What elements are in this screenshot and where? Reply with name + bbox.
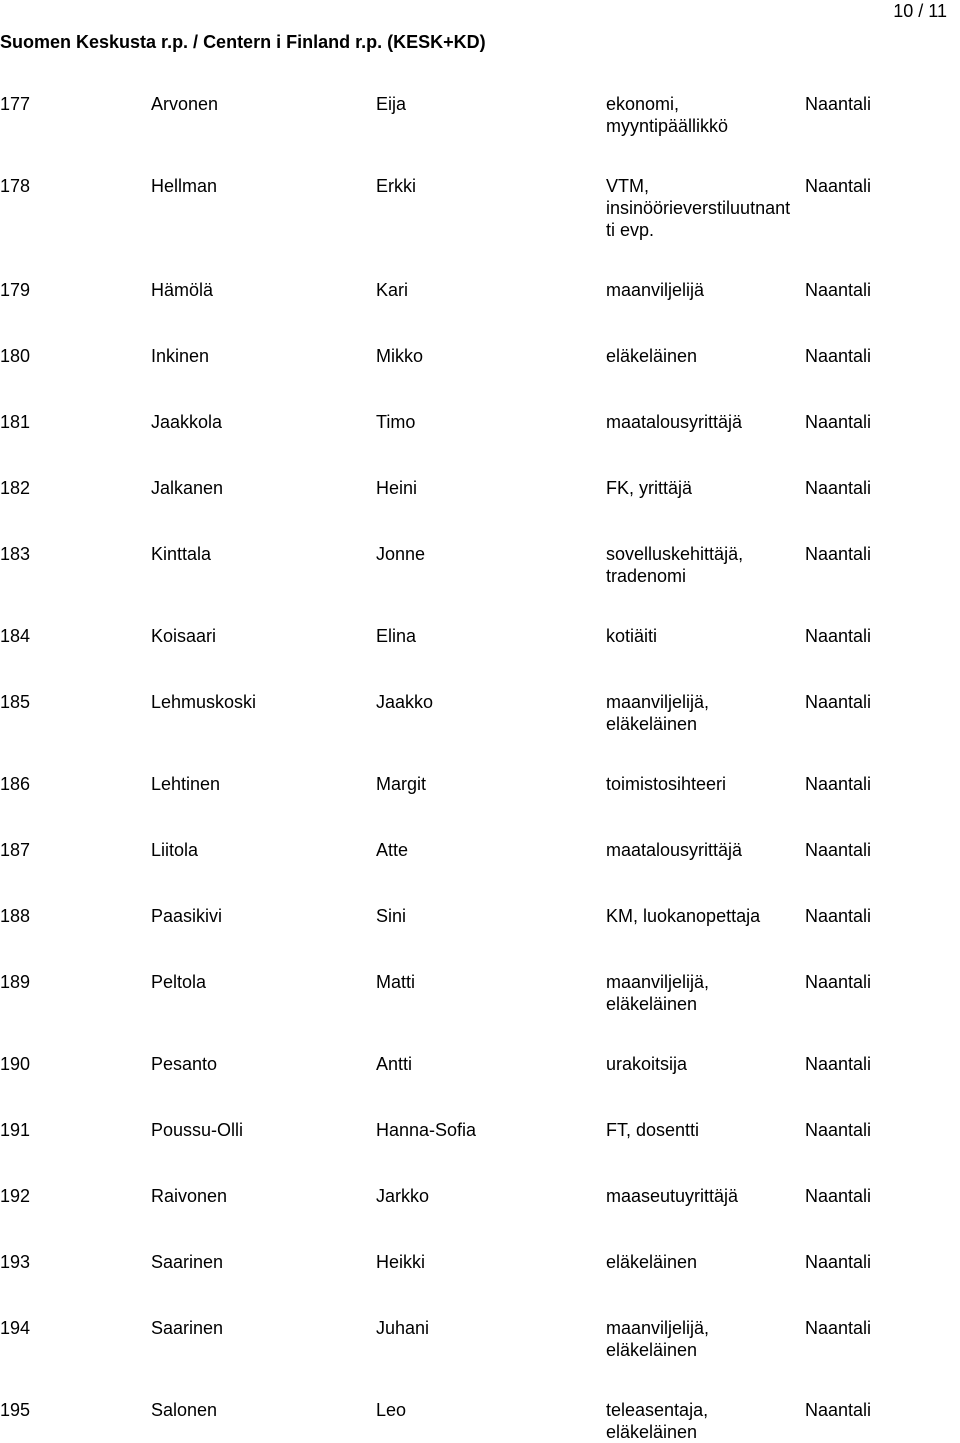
candidate-city: Naantali [805, 1186, 872, 1206]
occupation-line: eläkeläinen [606, 346, 698, 366]
candidate-last-name: Pesanto [151, 1054, 218, 1074]
candidate-first-name: Heikki [376, 1252, 426, 1272]
candidate-first-name: Matti [376, 972, 416, 992]
candidate-first-name: Jaakko [376, 692, 434, 712]
candidate-occupation [606, 905, 802, 927]
occupation-line: maanviljelijä, [606, 1318, 710, 1338]
candidate-last-name: Poussu-Olli [151, 1120, 244, 1140]
candidate-last-name: Raivonen [151, 1186, 228, 1206]
candidate-first-name: Elina [376, 626, 417, 646]
candidate-number: 179 [0, 280, 31, 300]
candidate-city: Naantali [805, 906, 872, 926]
candidate-city: Naantali [805, 346, 872, 366]
candidate-number: 183 [0, 544, 31, 564]
candidate-number: 178 [0, 176, 31, 196]
occupation-line: insinöörieverstiluutnant [606, 198, 791, 218]
candidate-last-name: Lehmuskoski [151, 692, 257, 712]
candidate-number: 194 [0, 1318, 31, 1338]
occupation-line: KM, luokanopettaja [606, 906, 761, 926]
candidate-first-name: Heini [376, 478, 418, 498]
occupation-line: maatalousyrittäjä [606, 840, 743, 860]
candidate-last-name: Jaakkola [151, 412, 223, 432]
candidate-number: 195 [0, 1400, 31, 1420]
candidate-city: Naantali [805, 412, 872, 432]
candidate-occupation [606, 175, 802, 241]
candidate-occupation [606, 773, 802, 795]
occupation-line: toimistosihteeri [606, 774, 727, 794]
occupation-line: myyntipäällikkö [606, 116, 729, 136]
candidate-number: 184 [0, 626, 31, 646]
occupation-line: kotiäiti [606, 626, 658, 646]
occupation-line: FK, yrittäjä [606, 478, 693, 498]
candidate-first-name: Margit [376, 774, 427, 794]
occupation-line: maatalousyrittäjä [606, 412, 743, 432]
candidate-city: Naantali [805, 840, 872, 860]
candidate-first-name: Hanna-Sofia [376, 1120, 477, 1140]
candidate-number: 177 [0, 94, 31, 114]
candidate-city: Naantali [805, 1054, 872, 1074]
candidate-first-name: Antti [376, 1054, 413, 1074]
candidate-number: 191 [0, 1120, 31, 1140]
occupation-line: eläkeläinen [606, 1340, 698, 1360]
candidate-occupation [606, 1119, 802, 1141]
candidate-city: Naantali [805, 692, 872, 712]
occupation-line: urakoitsija [606, 1054, 688, 1074]
candidate-first-name: Atte [376, 840, 409, 860]
candidate-occupation [606, 1399, 802, 1443]
candidate-first-name: Leo [376, 1400, 407, 1420]
occupation-line: FT, dosentti [606, 1120, 700, 1140]
candidate-first-name: Jarkko [376, 1186, 430, 1206]
candidate-last-name: Jalkanen [151, 478, 224, 498]
occupation-line: maanviljelijä, [606, 692, 710, 712]
candidate-city: Naantali [805, 972, 872, 992]
candidate-first-name: Timo [376, 412, 416, 432]
candidate-occupation [606, 691, 802, 735]
candidate-number: 185 [0, 692, 31, 712]
candidate-last-name: Paasikivi [151, 906, 223, 926]
occupation-line: tradenomi [606, 566, 687, 586]
candidate-city: Naantali [805, 94, 872, 114]
candidate-number: 180 [0, 346, 31, 366]
candidate-city: Naantali [805, 176, 872, 196]
candidate-last-name: Arvonen [151, 94, 219, 114]
candidate-occupation [606, 345, 802, 367]
candidate-occupation [606, 1317, 802, 1361]
occupation-line: ekonomi, [606, 94, 680, 114]
candidate-last-name: Hämölä [151, 280, 214, 300]
candidate-number: 193 [0, 1252, 31, 1272]
candidate-first-name: Kari [376, 280, 409, 300]
occupation-line: ti evp. [606, 220, 655, 240]
candidate-city: Naantali [805, 1318, 872, 1338]
candidate-number: 182 [0, 478, 31, 498]
candidate-first-name: Eija [376, 94, 407, 114]
candidate-occupation [606, 1185, 802, 1207]
candidate-city: Naantali [805, 544, 872, 564]
document-header: Suomen Keskusta r.p. / Centern i Finland r.p. (KESK+KD) [0, 32, 486, 52]
candidate-city: Naantali [805, 1400, 872, 1420]
occupation-line: VTM, [606, 176, 649, 196]
candidate-city: Naantali [805, 1252, 872, 1272]
candidate-last-name: Salonen [151, 1400, 218, 1420]
candidate-occupation [606, 477, 802, 499]
candidate-number: 186 [0, 774, 31, 794]
candidate-city: Naantali [805, 478, 872, 498]
candidate-occupation [606, 411, 802, 433]
candidate-last-name: Kinttala [151, 544, 212, 564]
candidate-last-name: Saarinen [151, 1318, 224, 1338]
candidate-last-name: Koisaari [151, 626, 217, 646]
occupation-line: maanviljelijä [606, 280, 705, 300]
candidate-number: 192 [0, 1186, 31, 1206]
candidate-city: Naantali [805, 626, 872, 646]
candidate-first-name: Sini [376, 906, 407, 926]
candidate-first-name: Erkki [376, 176, 416, 196]
candidate-city: Naantali [805, 1120, 872, 1140]
candidate-last-name: Peltola [151, 972, 207, 992]
candidate-number: 181 [0, 412, 31, 432]
candidate-last-name: Liitola [151, 840, 199, 860]
candidate-last-name: Saarinen [151, 1252, 224, 1272]
candidate-occupation [606, 279, 802, 301]
candidate-number: 189 [0, 972, 31, 992]
candidate-occupation [606, 93, 802, 137]
page-number: 10 / 11 [893, 1, 947, 21]
candidate-occupation [606, 971, 802, 1015]
candidate-occupation [606, 543, 802, 587]
occupation-line: sovelluskehittäjä, [606, 544, 744, 564]
candidate-city: Naantali [805, 280, 872, 300]
candidate-last-name: Lehtinen [151, 774, 221, 794]
candidate-number: 190 [0, 1054, 31, 1074]
candidate-number: 187 [0, 840, 31, 860]
candidate-last-name: Inkinen [151, 346, 210, 366]
candidate-last-name: Hellman [151, 176, 218, 196]
candidate-first-name: Jonne [376, 544, 426, 564]
candidate-number: 188 [0, 906, 31, 926]
candidate-city: Naantali [805, 774, 872, 794]
occupation-line: eläkeläinen [606, 994, 698, 1014]
candidate-occupation [606, 839, 802, 861]
candidate-first-name: Mikko [376, 346, 424, 366]
occupation-line: eläkeläinen [606, 714, 698, 734]
candidate-occupation [606, 625, 802, 647]
occupation-line: maanviljelijä, [606, 972, 710, 992]
candidate-occupation [606, 1053, 802, 1075]
occupation-line: eläkeläinen [606, 1422, 698, 1442]
occupation-line: maaseutuyrittäjä [606, 1186, 739, 1206]
candidate-occupation [606, 1251, 802, 1273]
occupation-line: teleasentaja, [606, 1400, 709, 1420]
candidate-first-name: Juhani [376, 1318, 430, 1338]
occupation-line: eläkeläinen [606, 1252, 698, 1272]
